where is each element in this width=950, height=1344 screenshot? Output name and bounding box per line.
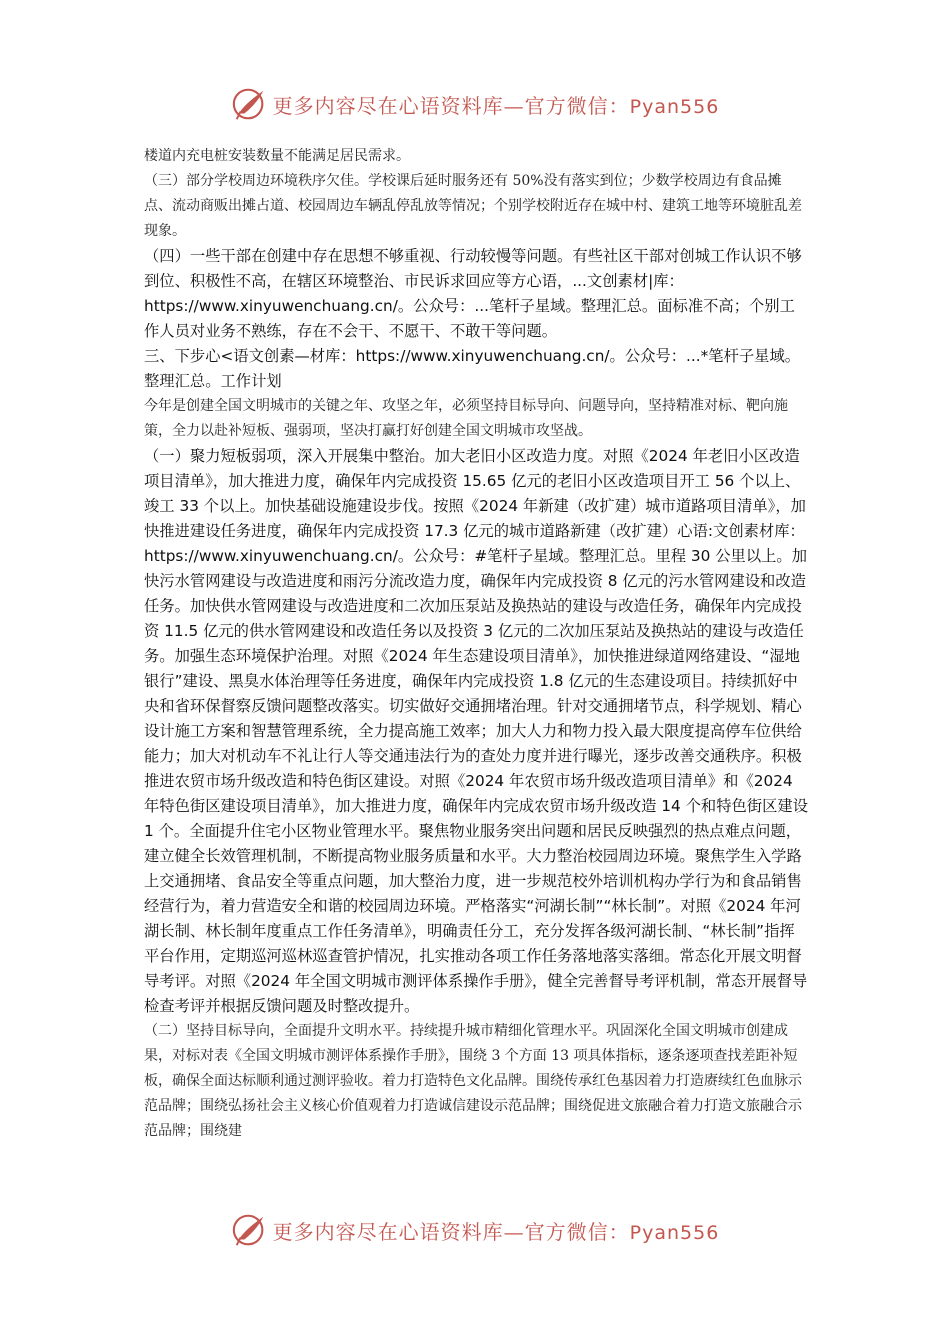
paragraph-2: （三）部分学校周边环境秩序欠佳。学校课后延时服务还有 50%没有落实到位；少数学校周边有食品摊点、流动商贩出摊占道、校园周边车辆乱停乱放等情况；个别学校附近存在城中村、建筑工地等环境脏乱差现象。: [144, 173, 802, 239]
banner-separator: —: [503, 1219, 525, 1244]
footer-banner: [0, 1208, 950, 1252]
header-banner: [0, 82, 950, 126]
banner-text: [273, 90, 720, 119]
paragraph-6: （一）聚力短板弱项，深入开展集中整治。加大老旧小区改造力度。对照《2024 年老旧小区改造项目清单》，加大推进力度，确保年内完成投资 15.65 亿元的老旧小区改造项目开工 56 个以上、竣工 33 个以上。加快基础设施建设步伐。按照《2024 年新建（改扩建）城市道路项目清单》，加快推进建设任务进度，确保年内完成投资 17.3 亿元的城市道路新建（改扩建）心语:文创素材库：https://www.xinyuwenchuang.cn/。公众号：#笔杆子星域。整理汇总。里程 30 公里以上。加快污水管网建设与改造进度和雨污分流改造力度，确保年内完成投资 8 亿元的污水管网建设和改造任务。加快供水管网建设与改造进度和二次加压泵站及换热站的建设与改造任务，确保年内完成投资 11.5 亿元的供水管网建设和改造任务以及投资 3 亿元的二次加压泵站及换热站的建设与改造任务。加强生态环境保护治理。对照《2024 年生态建设项目清单》，加快推进绿道网络建设、“湿地银行”建设、黑臭水体治理等任务进度，确保年内完成投资 1.8 亿元的生态建设项目。持续抓好中央和省环保督察反馈问题整改落实。切实做好交通拥堵治理。针对交通拥堵节点，科学规划、精心设计施工方案和智慧管理系统，全力提高施工效率；加大人力和物力投入最大限度提高停车位供给能力；加大对机动车不礼让行人等交通违法行为的查处力度并进行曝光，逐步改善交通秩序。积极推进农贸市场升级改造和特色街区建设。对照《2024 年农贸市场升级改造项目清单》和《2024 年特色街区建设项目清单》，加大推进力度，确保年内完成农贸市场升级改造 14 个和特色街区建设 1 个。全面提升住宅小区物业管理水平。聚焦物业服务突出问题和居民反映强烈的热点难点问题，建立健全长效管理机制，不断提高物业服务质量和水平。大力整治校园周边环境。聚焦学生入学路上交通拥堵、食品安全等重点问题，加大整治力度，进一步规范校外培训机构办学行为和食品销售经营行为，着力营造安全和谐的校园周边环境。严格落实“河湖长制”“林长制”。对照《2024 年河湖长制、林长制年度重点工作任务清单》，明确责任分工，充分发挥各级河湖长制、“林长制”指挥平台作用，定期巡河巡林巡查管护情况，扎实推动各项工作任务落地落实落细。常态化开展文明督导考评。对照《2024 年全国文明城市测评体系操作手册》，健全完善督导考评机制，常态开展督导检查考评并根据反馈问题及时整改提升。: [144, 447, 809, 1015]
pen-logo-icon: [231, 85, 269, 123]
banner-wechat-label: 官方微信：: [524, 93, 630, 118]
banner-separator: —: [503, 93, 525, 118]
banner-main-text: 更多内容尽在心语资料库: [272, 1219, 504, 1244]
pen-logo-icon: [231, 1211, 269, 1249]
paragraph-3: （四）一些干部在创建中存在思想不够重视、行动较慢等问题。有些社区干部对创城工作认识不够到位、积极性不高，在辖区环境整治、市民诉求回应等方心语，...文创素材|库：https://www.xinyuwenchuang.cn/。公众号：...笔杆子星域。整理汇总。面标准不高；个别工作人员对业务不熟练，存在不会干、不愿干、不敢干等问题。: [144, 247, 802, 340]
banner-wechat-label: 官方微信：: [524, 1219, 630, 1244]
banner-wechat-id: Pyan556: [629, 1221, 720, 1244]
banner-main-text: 更多内容尽在心语资料库: [272, 93, 504, 118]
section-heading: 三、下步心<语文创素—材库：https://www.xinyuwenchuang.cn/。公众号：...*笔杆子星域。整理汇总。工作计划: [144, 347, 801, 390]
document-body: [144, 144, 808, 1144]
paragraph-7: （二）坚持目标导向，全面提升文明水平。持续提升城市精细化管理水平。巩固深化全国文明城市创建成果，对标对表《全国文明城市测评体系操作手册》，围绕 3 个方面 13 项具体指标，逐条逐项查找差距补短板，确保全面达标顺利通过测评验收。着力打造特色文化品牌。围绕传承红色基因着力打造赓续红色血脉示范品牌；围绕弘扬社会主义核心价值观着力打造诚信建设示范品牌；围绕促进文旅融合着力打造文旅融合示范品牌；围绕建: [144, 1023, 802, 1139]
banner-text: [273, 1216, 720, 1245]
paragraph-1: 楼道内充电桩安装数量不能满足居民需求。: [144, 148, 410, 164]
paragraph-5: 今年是创建全国文明城市的关键之年、攻坚之年，必须坚持目标导向、问题导向，坚持精准对标、靶向施策，全力以赴补短板、强弱项，坚决打赢打好创建全国文明城市攻坚战。: [144, 398, 788, 439]
banner-wechat-id: Pyan556: [629, 95, 720, 118]
